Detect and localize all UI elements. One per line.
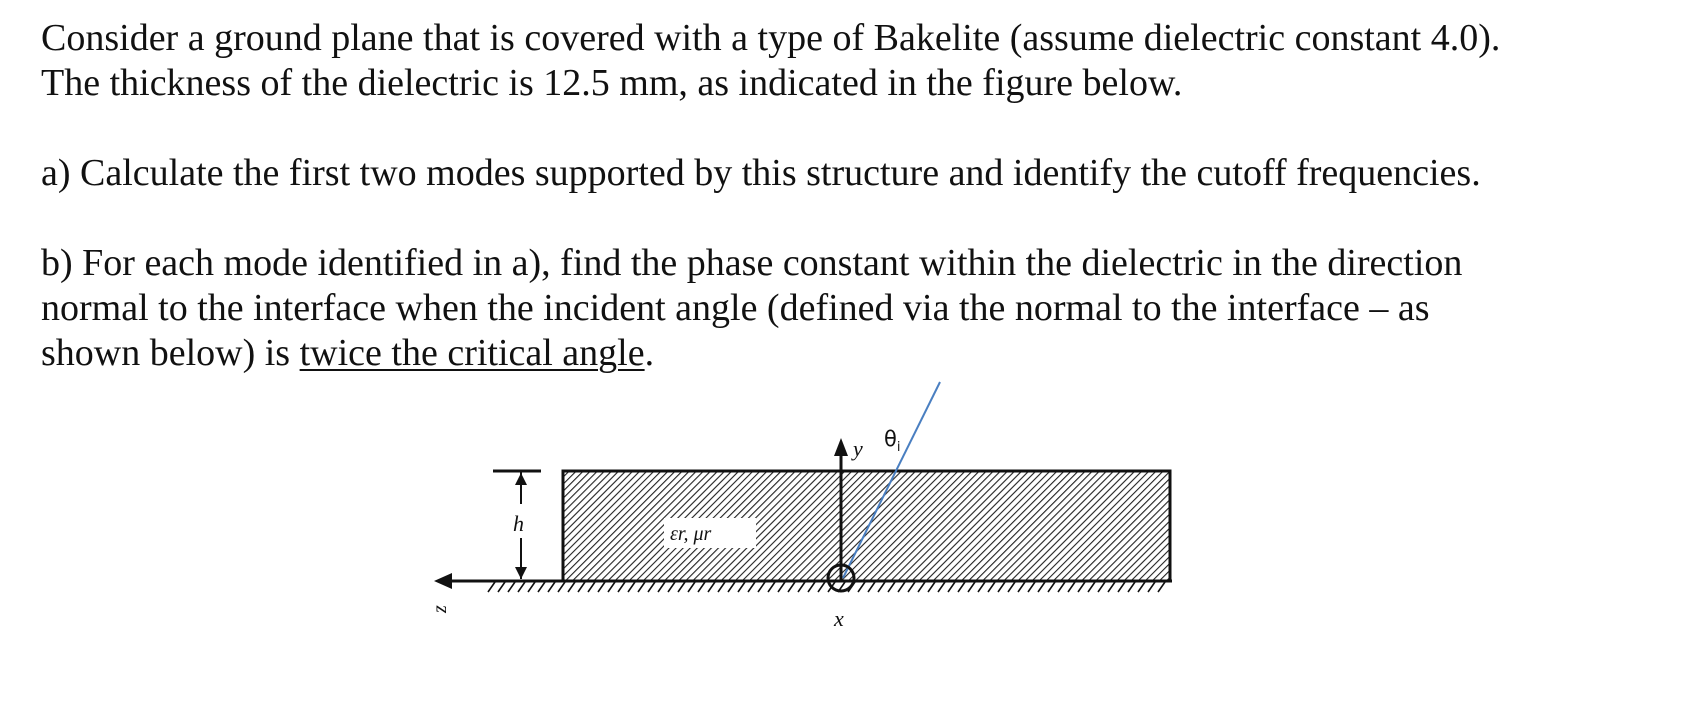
theta-label: [884, 427, 900, 455]
y-axis-arrowhead: [834, 438, 848, 456]
z-axis-arrowhead: [434, 573, 452, 589]
part-a-text: a) Calculate the first two modes supported by this structure and identify the cutoff frequencies.: [41, 152, 1481, 194]
h-arrow-down: [515, 567, 527, 579]
part-b-line-2: normal to the interface when the incident angle (defined via the normal to the interface – as: [41, 287, 1430, 329]
z-axis-label: z: [429, 605, 451, 613]
dielectric-slab: [563, 471, 1170, 581]
theta-symbol: θ: [884, 427, 897, 451]
ground-hatching: [488, 582, 1165, 592]
intro-line-1: Consider a ground plane that is covered with a type of Bakelite (assume dielectric constant 4.0).: [41, 17, 1501, 59]
intro-line-2: The thickness of the dielectric is 12.5 mm, as indicated in the figure below.: [41, 62, 1183, 104]
part-b-line-3-prefix: shown below) is: [41, 332, 300, 374]
h-arrow-up: [515, 473, 527, 485]
part-b-line-3-suffix: .: [644, 332, 655, 374]
h-label: h: [513, 511, 524, 536]
x-axis-label: x: [834, 606, 844, 631]
theta-subscript: i: [896, 440, 901, 455]
material-label: εr, μr: [670, 523, 712, 545]
twice-critical-angle-text: twice the critical angle: [299, 332, 645, 374]
part-b-line-1: b) For each mode identified in a), find the phase constant within the dielectric in the direction: [41, 242, 1463, 284]
y-axis-label: y: [853, 436, 863, 461]
